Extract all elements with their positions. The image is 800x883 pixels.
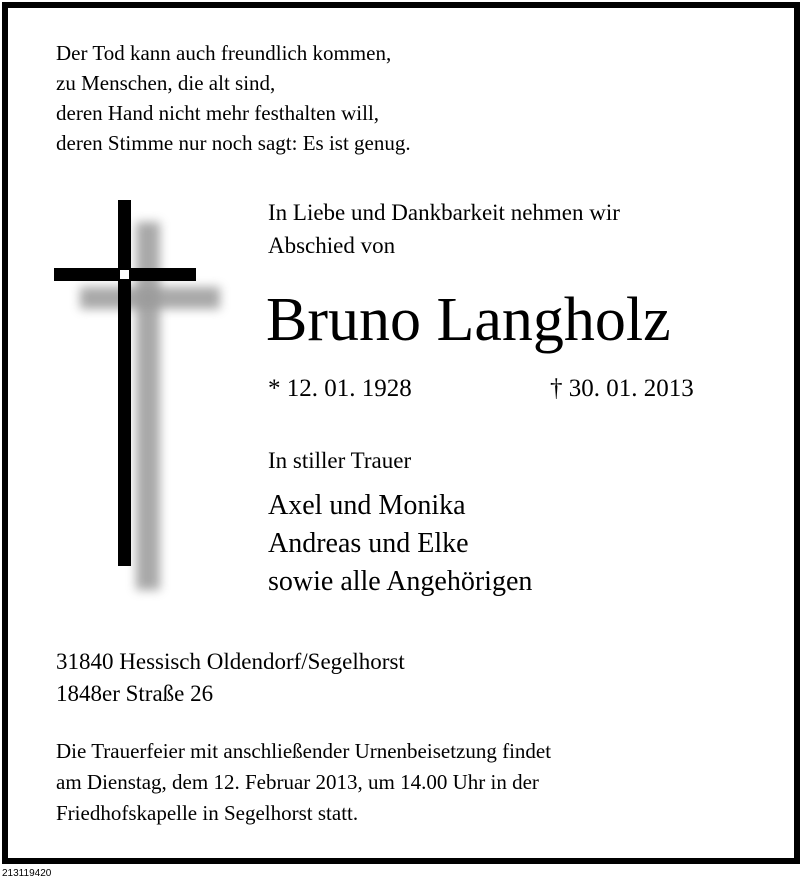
mourner-entry: Andreas und Elke <box>268 528 469 559</box>
address-line: 1848er Straße 26 <box>56 681 214 706</box>
funeral-info <box>56 736 551 829</box>
poem-line: Der Tod kann auch freundlich kommen, <box>56 41 392 65</box>
mourner-entry: sowie alle Angehörigen <box>268 566 533 597</box>
mourner-entry: Axel und Monika <box>268 490 466 521</box>
deceased-name: Bruno Langholz <box>266 286 671 354</box>
poem-line: zu Menschen, die alt sind, <box>56 71 276 95</box>
poem <box>56 38 411 158</box>
funeral-line: am Dienstag, dem 12. Februar 2013, um 14.00 Uhr in der <box>56 770 539 794</box>
intro-text <box>268 196 620 262</box>
poem-line: deren Stimme nur noch sagt: Es ist genug. <box>56 131 411 155</box>
intro-line: In Liebe und Dankbarkeit nehmen wir <box>268 200 620 225</box>
funeral-line: Die Trauerfeier mit anschließender Urnenbeisetzung findet <box>56 739 552 763</box>
poem-line: deren Hand nicht mehr festhalten will, <box>56 101 380 125</box>
mourners-list <box>268 487 532 601</box>
intro-line: Abschied von <box>268 233 396 258</box>
reference-code: 213119420 <box>2 868 52 879</box>
death-date: † 30. 01. 2013 <box>550 375 694 402</box>
address-line: 31840 Hessisch Oldendorf/Segelhorst <box>56 649 405 674</box>
birth-date: * 12. 01. 1928 <box>268 375 412 402</box>
funeral-line: Friedhofskapelle in Segelhorst statt. <box>56 801 359 825</box>
address <box>56 646 405 710</box>
mourning-label: In stiller Trauer <box>268 448 412 473</box>
